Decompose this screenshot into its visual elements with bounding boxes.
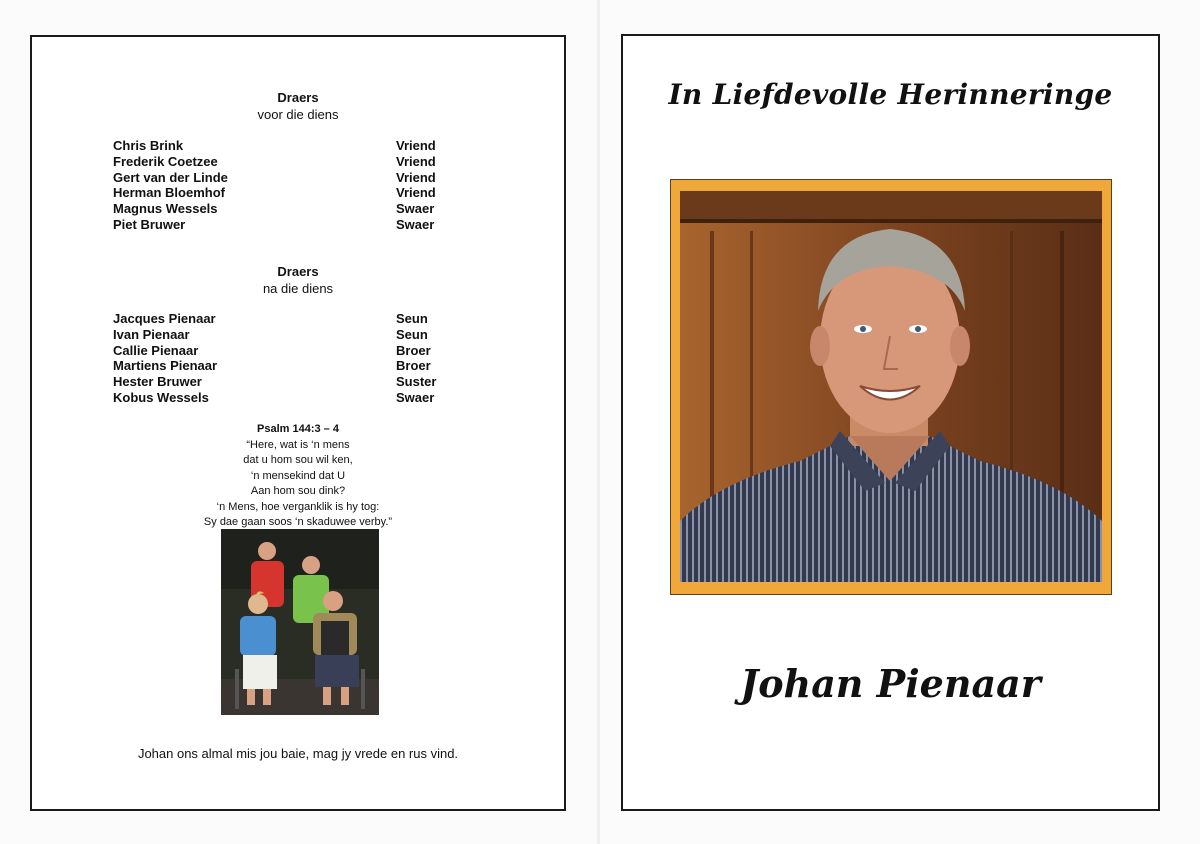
bearer-relation: Vriend [396,153,436,169]
pallbearers-after-subtitle: na die diens [262,281,334,296]
portrait-frame [670,179,1112,595]
bearer-relation: Swaer [396,216,435,232]
psalm-line: dat u hom sou wil ken, [243,454,353,466]
bearer-relation: Seun [396,311,428,326]
psalm-line: ‘n Mens, hoe verganklik is hy tog: [216,500,380,513]
bearer-relation: Vriend [396,138,436,153]
psalm-reference: Psalm 144:3 – 4 [257,423,339,435]
list-item [113,343,493,359]
pallbearers-after-list [113,311,493,406]
bearer-name: Magnus Wessels [113,201,218,217]
family-photo [221,529,379,715]
right-page [621,34,1160,811]
bearer-name: Jacques Pienaar [113,311,216,326]
bearer-relation: Vriend [396,169,436,185]
bearer-name: Frederik Coetzee [113,153,218,169]
list-item [113,311,493,327]
pallbearers-before-list [113,138,493,233]
psalm-line: Sy dae gaan soos ‘n skaduwee verby.” [203,516,393,528]
portrait-photo [680,191,1102,582]
closing-message: Johan ons almal mis jou baie, mag jy vrede en rus vind. [137,746,459,761]
psalm-line: “Here, wat is ‘n mens [246,438,350,451]
bearer-relation: Broer [396,358,431,374]
bearer-name: Herman Bloemhof [113,185,225,201]
list-item [113,170,493,186]
pallbearers-after-title: Draers [277,264,319,279]
bearer-name: Gert van der Linde [113,169,228,185]
bearer-relation: Swaer [396,201,435,217]
psalm-line: ‘n mensekind dat U [250,469,346,482]
page-fold [597,0,600,844]
pallbearers-before-subtitle: voor die diens [257,107,339,122]
psalm-line: Aan hom sou dink? [250,485,346,497]
deceased-name: Johan Pienaar [740,661,1041,706]
list-item [113,217,493,233]
bearer-name: Hester Bruwer [113,374,202,390]
bearer-name: Chris Brink [113,138,184,153]
list-item [113,327,493,343]
list-item [113,154,493,170]
bearer-name: Callie Pienaar [113,342,199,358]
pallbearers-after-heading [32,263,564,297]
pallbearers-before-title: Draers [277,90,319,105]
bearer-name: Martiens Pienaar [113,358,218,374]
list-item [113,185,493,201]
bearer-relation: Broer [396,342,431,358]
pallbearers-before-heading [32,89,564,123]
list-item [113,201,493,217]
list-item [113,358,493,374]
bearer-name: Piet Bruwer [113,216,186,232]
bearer-relation: Seun [396,326,428,342]
bearer-name: Kobus Wessels [113,389,209,405]
psalm-verse [32,422,564,531]
list-item [113,390,493,406]
memorial-heading: In Liefdevolle Herinneringe [668,78,1113,111]
list-item [113,374,493,390]
bearer-relation: Suster [396,374,437,390]
bearer-name: Ivan Pienaar [113,326,190,342]
left-page [30,35,566,811]
bearer-relation: Vriend [396,185,436,201]
bearer-relation: Swaer [396,389,435,405]
list-item [113,138,493,154]
